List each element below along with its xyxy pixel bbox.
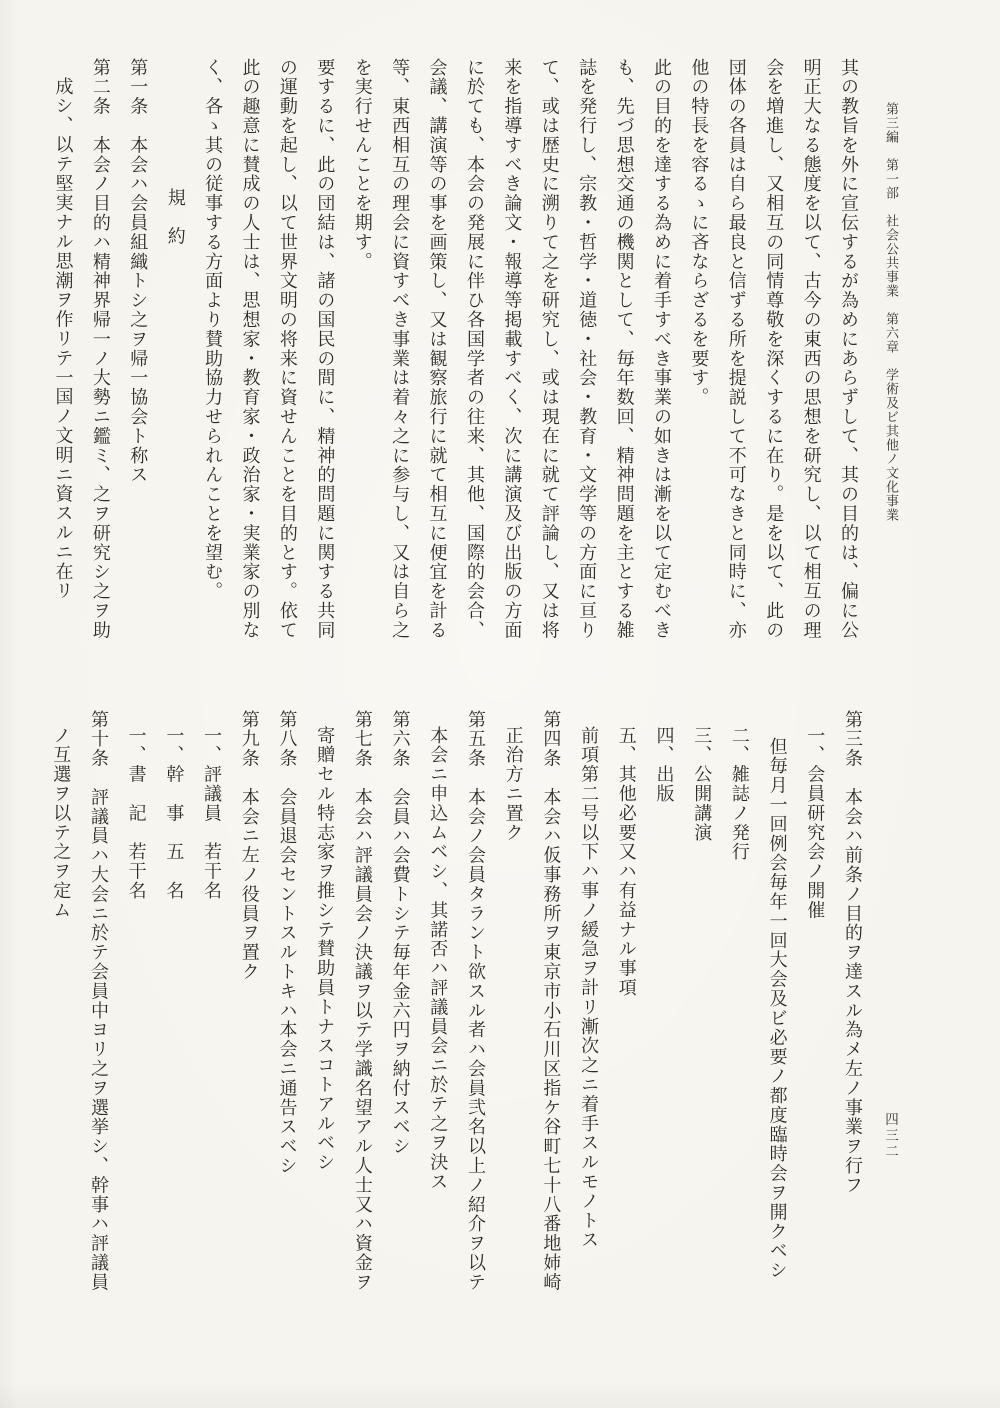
text-column: 来を指導すべき論文・報導等掲載すべく、次に講演及び出版の方面 xyxy=(501,58,523,640)
text-column: く、各ゝ其の従事する方面より賛助協力せられんことを望む。 xyxy=(202,58,224,602)
list-item: 四、出版 xyxy=(653,726,675,804)
officer-list-item: 一、書 記 若干名 xyxy=(125,726,147,901)
text-column: 誌を発行し、宗教・哲学・道徳・社会・教育・文学等の方面に亘り xyxy=(576,58,598,640)
running-header: 第三編 第一部 社会公共事業 第六章 学術及ビ其他ノ文化事業 xyxy=(883,102,898,522)
text-column: て、或は歴史に溯りて之を研究し、或は現在に就て評論し、又は将 xyxy=(538,58,560,640)
text-column: 此の趣意に賛成の人士は、思想家・教育家・政治家・実業家の別な xyxy=(239,58,261,640)
article-10: 第十条 評議員ハ大会ニ於テ会員中ヨリ之ヲ選挙シ、幹事ハ評議員 xyxy=(87,710,109,1292)
text-column: の運動を起し、以て世界文明の将来に資せんことを目的とす。依て xyxy=(276,58,298,640)
proviso-note: 但毎月一回例会毎年一回大会及ビ必要ノ都度臨時会ヲ開クベシ xyxy=(766,737,788,1281)
article-3: 第三条 本会ハ前条ノ目的ヲ達スル為メ左ノ事業ヲ行フ xyxy=(842,710,863,1195)
text-column: 他の特長を容るゝに吝ならざるを要す。 xyxy=(688,58,710,408)
officer-list-item: 一、評議員 若干名 xyxy=(201,726,223,901)
officer-list-item: 一、幹 事 五 名 xyxy=(163,726,185,901)
list-item: 五、其他必要又ハ有益ナル事項 xyxy=(615,726,637,998)
article-9: 第九条 本会ニ左ノ役員ヲ置ク xyxy=(238,710,260,982)
article-4: 第四条 本会ハ仮事務所ヲ東京市小石川区指ケ谷町七十八番地姉崎 xyxy=(540,710,562,1292)
article-6: 第六条 会員ハ会費トシテ毎年金六円ヲ納付スベシ xyxy=(389,710,411,1157)
article-10-continuation: ノ互選ヲ以テ之ヲ定ム xyxy=(50,726,72,920)
text-column: に於ても、本会の発展に伴ひ各国学者の往来、其他、国際的会合、 xyxy=(463,58,485,640)
text-column: 此の目的を達する為めに着手すべき事業の如きは漸を以て定むべき xyxy=(650,58,672,640)
article-2: 第二条 本会ノ目的ハ精神界帰一ノ大勢ニ鑑ミ、之ヲ研究シ之ヲ助 xyxy=(89,58,111,640)
page-number: 四三二 xyxy=(882,1112,898,1160)
text-column: も、先づ思想交通の機関として、毎年数回、精神問題を主とする雑 xyxy=(613,58,635,640)
text-column: 団体の各員は自ら最良と信ずる所を提説して不可なきと同時に、亦 xyxy=(725,58,747,640)
text-column: 会を増進し、又相互の同情尊敬を深くするに在り。是を以て、此の xyxy=(763,58,785,640)
text-column: 明正大なる態度を以て、古今の東西の思想を研究し、以て相互の理 xyxy=(800,58,822,640)
text-column: を実行せんことを期す。 xyxy=(351,58,373,272)
intro-and-rules-top-block xyxy=(44,58,867,666)
list-item: 二、雑誌ノ発行 xyxy=(728,726,750,862)
text-column: 其の教旨を外に宣伝するが為めにあらずして、其の目的は、偏に公 xyxy=(838,58,859,640)
article-8: 第八条 会員退会セントスルトキハ本会ニ通告スベシ xyxy=(276,710,298,1176)
text-column: 要するに、此の団結は、諸の国民の間に、精神的問題に関する共同 xyxy=(314,58,336,640)
article-4-continuation: 正治方ニ置ク xyxy=(502,726,524,843)
article-1: 第一条 本会ハ会員組織トシ之ヲ帰一協会ト称ス xyxy=(127,58,149,485)
supplementary-note: 前項第二号以下ハ事ノ緩急ヲ計リ漸次之ニ着手スルモノトス xyxy=(578,726,600,1250)
list-item: 一、会員研究会ノ開催 xyxy=(804,726,826,920)
article-2-continuation: 成シ、以テ堅実ナル思潮ヲ作リテ一国ノ文明ニ資スルニ在リ xyxy=(52,77,74,601)
article-7: 第七条 本会ハ評議員会ノ決議ヲ以テ学識名望アル人士又ハ資金ヲ xyxy=(351,710,373,1292)
rules-heading: 規 約 xyxy=(164,188,186,247)
article-5: 第五条 本会ノ会員タラント欲スル者ハ会員弐名以上ノ紹介ヲ以テ xyxy=(464,710,486,1292)
text-column: 会議、講演等の事を画策し、又は観察旅行に就て相互に便宜を計る xyxy=(426,58,448,640)
article-7-continuation: 寄贈セル特志家ヲ推シテ賛助員トナスコトアルベシ xyxy=(314,726,336,1173)
rules-bottom-block xyxy=(42,710,871,1300)
text-column: 等、東西相互の理会に資すべき事業は着々之に参与し、又は自ら之 xyxy=(389,58,411,640)
article-5-continuation: 本会ニ申込ムベシ、其諾否ハ評議員会ニ於テ之ヲ決ス xyxy=(427,726,449,1192)
list-item: 三、公開講演 xyxy=(691,726,713,843)
